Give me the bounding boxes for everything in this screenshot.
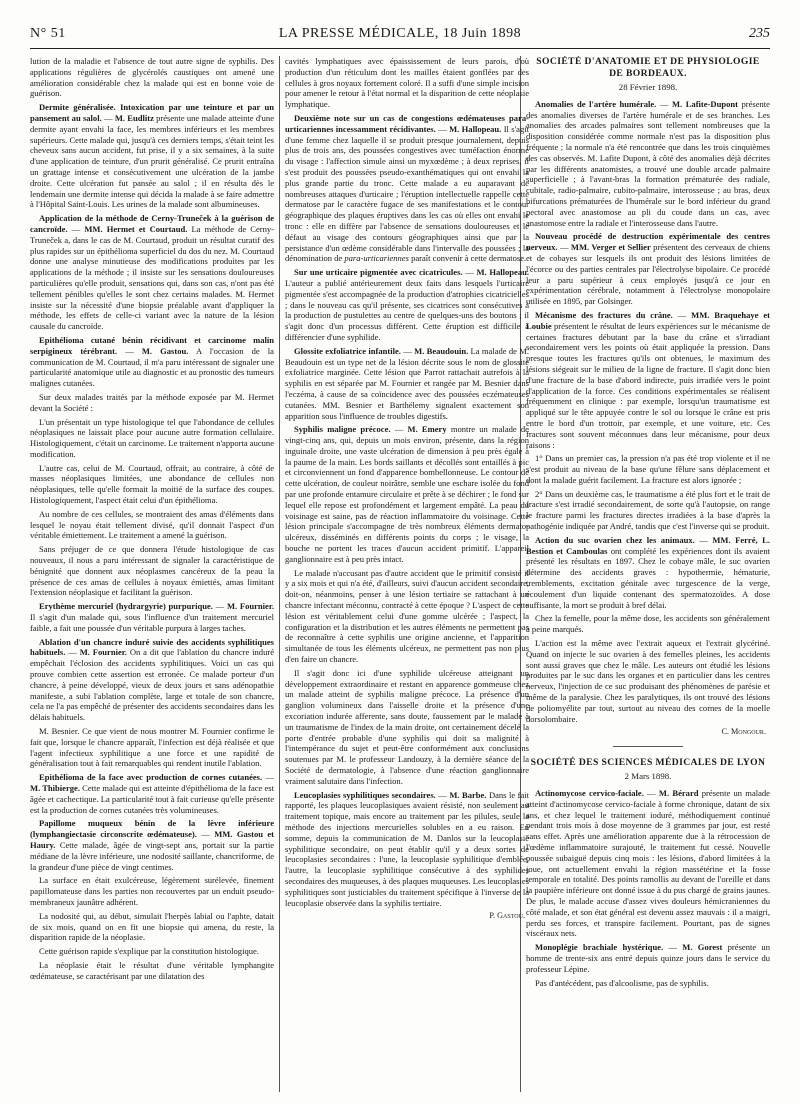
signature: P. Gastou. [489,911,525,921]
page-header [30,24,770,49]
italic-term: para-urticariennes [344,253,409,264]
paragraph: Sur deux malades traités par la méthode exposée par M. Hermet devant la Société : [30,391,274,413]
paragraph: Sans préjuger de ce que donnera l'étude histologique de cas nouveaux, il nous a paru intéressant de signaler la caractéristique de bénignité que donnent aux néoplasmes cancéreux de la peau la présence de ces amas de cellules à noyaux émiettés, amas limitant l'extension néoplasique et facilitant la guérison. [30,544,274,598]
article-text: montre un malade de vingt-cinq ans, qui, depuis un mois environ, présente, dans la région inguinale droite, une vaste ulcération de dimension à peu près égale à la paume de la main. Les bords saillants et décollés sont entaillés à pic et circonviennent un fond d'apparence bombellonneuse. Le contour de cette ulcération, de couleur noirâtre, semble une eschare isolée du fond par une profonde entamure circulaire et prête à se déchirer ; le fond sur lequel elle repose est profondément et largement empâté. La peau du voisinage est saine, pas de réaction inflammatoire du voisinage. Cette lésion principale s'accompagne de très nombreux éléments dermato-ulcéreux, disséminés en différents points du corps ; le visage, la bouche ne portent les traces d'aucun accident primitif. L'appareil ganglionnaire est à peu près intact. [285,424,529,564]
article: Actinomycose cervico-faciale. — M. Bérard présente un malade atteint d'actinomycose cervico-faciale à forme chronique, datant de six ans, et chez lequel le traitement ioduré, méthodiquement continué pendant trois mois à dose moyenne de 3 grammes par jour, est resté sans effet. Après une amélioration apparente due à la rétrocession de l'œdème inflammatoire surajouté, le traitement fut cessé. Nouvelle poussée subaiguë depuis cinq mois : les lésions, d'abord limitées à la joue, ont actuellement envahi la région massétérine et la fosse temporale en totalité. Des points ramollis au devant de l'oreille et dans la paupière inférieure ont donné issue à du pus chargé de grains jaunes. De plus, le malade accuse d'assez vives douleurs hémicraniennes du côté malade, et son état général est devenu assez mauvais : il a maigri, perdu ses forces, et transpire facilement. Pourtant, pas de signes viscéraux nets. [526,788,770,939]
paragraph: Au nombre de ces cellules, se montraient des amas d'éléments dans lesquel le noyau était tellement divisé, qu'il donnait l'aspect d'un véritable émiettement. Le traitement a amené la guérison. [30,508,274,541]
article-text: présente une malade atteinte d'une dermite ayant envahi la face, les membres inférieurs et les membres supérieurs. Cette malade qui, jusqu'à ces derniers temps, s'était teint les cheveux sans aucun accident, fut prise, il y a six semaines, à la suite d'une application de teinture, d'un prurit généralisé. Ce prurit entraîna un grattage intense et consécutivement une ulcération de la jambe droite. Cette ulcération fut pansée au salol ; il en résulta dès le lendemain une dermite intense qui décida la malade à se faire admettre à l'Hôpital Saint-Louis. Les urines de la malade sont albumineuses. [30,112,274,210]
article-author: M. Thibierge. [30,783,80,793]
paragraph: La néoplasie était le résultat d'une véritable lymphangite œdémateuse, se caractérisant par une dilatation des [30,959,274,981]
article-author: M. Beaudouin. [414,345,469,356]
article: Glossite exfoliatrice infantile. — M. Beaudouin. La malade de M. Beaudouin est un type net de la lésion décrite sous le nom de glossite exfoliatrice marginée. Cette lésion que Parrot rattachait autrefois à la syphilis en est séparée par M. Fournier et rangée par M. Besnier dans l'eczéma, à cause de sa coïncidence avec des poussées eczémateuses cutanées. MM. Besnier et Barthélemy signalent exactement son apparition sous l'influence de troubles digestifs. [285,345,529,421]
article-text: Il s'agit d'un malade qui, sous l'influence d'un traitement mercuriel faible, a fait une poussée d'un véritable purpura à larges taches. [30,612,274,633]
article-text: présentent le résultat de leurs expériences sur le mécanisme de certaines fractures débutant par la base du crâne et s'irradiant secondairement vers les points où était appliquée la pression. Dans presque toutes les fractures qu'ils ont obtenues, le maximum des lésions siégeait sur le milieu de la ligne de fracture. Il s'agit donc bien d'une fracture de la base d'abord indirecte, puis irradiée vers le point d'application de la force. Ces conditions expérimentales se réalisent fréquemment en clinique : par exemple, lorsqu'un traumatisme est appliqué sur le tête appuyée contre le sol ou lorsque le crâne est pris entre le bord d'un trottoir, par exemple, et une voiture, etc. Ces fractures sont souvent méconnues dans leur mécanisme, pour deux raisons : [526,320,770,450]
section-title: SOCIÉTÉ DES SCIENCES MÉDICALES DE LYON [530,757,766,769]
article-author: M. Eudlitz [114,112,154,123]
article: Leucoplasies syphilitiques secondaires. — M. Barbe. Dans le fait rapporté, les plaques leucoplasiques avaient résisté, non seulement au traitement topique, mais encore au traitement par les pilules, seule la méthode des injections mercurielles solubles en a eu raison. En somme, depuis la communication de M. Danlos sur la leucoplasie syphilitique secondaire, on peut établir qu'il y a deux sortes de leucoplasies secondaires : l'une, la leucoplasie syphilitique d'emblée, l'autre, la leucoplasie syphilitique consécutive à des syphilides secondaires des muqueuses, à des plaques muqueuses. Les leucoplasies syphilitiques sont justiciables du traitement spécifique à l'inverse de la leucoplasie observée dans la syphilis tertiaire. [285,789,529,908]
article-title: Syphilis maligne précoce. [294,424,391,435]
article-text: Dans le fait rapporté, les plaques leucoplasiques avaient résisté, non seulement au traitement topique, mais encore au traitement par les pilules, seule la méthode des injections mercurielles solubles en a eu raison. En somme, depuis la communication de M. Danlos sur la leucoplasie syphilitique secondaire, on peut établir qu'il y a deux sortes de leucoplasies secondaires : l'une, la leucoplasie syphilitique d'emblée, l'autre, la leucoplasie syphilitique consécutive à des syphilides secondaires des muqueuses, à des plaques muqueuses. Les leucoplasies syphilitiques sont justiciables du traitement spécifique à l'inverse de la leucoplasie observée dans la syphilis tertiaire. [285,789,529,908]
article-author: MM. Gastou et Haury. [30,829,274,850]
signature: C. Mongour. [721,727,766,737]
article-title: Actinomycose cervico-faciale. [535,788,644,799]
article-title: Dermite généralisée. Intoxication par une teinture et par un pansement au salol. [30,102,274,123]
paragraph: L'un présentait un type histologique tel que l'abondance de cellules néoplasiques ne laissait place pour aucune autre formation cellulaire. Histologiquement, c'était un carcinome. Le traitement n'apporta aucune modification. [30,416,274,459]
article-text: présentent des cerveaux de chiens et de cobayes sur lesquels ils ont produit des lésions limitées de l'écorce ou des parties centrales par l'électrolyse bipolaire. Ce procédé leur a paru supérieur à ceux employés jusqu'à ce jour en expérimentation cérébrale, notamment à l'électrolyse monopolaire utilisée en 1895, par Golsinger. [526,242,770,307]
article-author: M. Lafite-Dupont [671,98,738,109]
article-author: M. Fournier. [226,601,274,612]
article-author: M. Emery [407,424,447,435]
section-title: SOCIÉTÉ D'ANATOMIE ET DE PHYSIOLOGIE [536,56,760,67]
article-author: M. Fournier. [79,647,127,658]
article-text: On a dit que l'ablation du chancre induré empêchait l'éclosion des accidents syphilitiques. Voici un cas qui prouve combien cette assertion est erronée. Ce malade porteur d'un chancre, à peine développé, vieux de deux jours et sans adénopathie manifeste, a subi l'ablation complète, large et totale de son chancre, cela ne l'a pas empêché de présenter des accidents secondaires dans les délais habituels. [30,647,274,723]
article-author: MM. Hermet et Courtaud. [84,223,188,234]
column-middle [285,56,529,1096]
section-date: 2 Mars 1898. [624,771,672,782]
article-text: présente un homme de trente-six ans entré depuis quinze jours dans le service du professeur Lépine. [526,942,770,974]
article-author: MM. Ferré, L. Bestion et Camboulas [526,534,770,556]
paragraph: La surface en était exulcéreuse, légèrement surélevée, finement papillomateuse dans les parties non recouvertes par un enduit pseudo-membraneux jaunâtre adhérent. [30,875,274,907]
article-text: L'auteur a publié antérieurement deux faits dans lesquels l'urticaire pigmentée s'est accompagnée de la production d'atrophies cicatricielles ; dans le nouveau cas qu'il présente, ses cicatrices sont consécutives à la production de pustulettes au centre de quelques-uns des boutons ; il s'agit donc d'un processus différent. Cette éruption est difficile à différencier d'une syphilide. [285,277,529,342]
article: Erythème mercuriel (hydrargyrie) purpurique. — M. Fournier. Il s'agit d'un malade qui, sous l'influence d'un traitement mercuriel faible, a fait une poussée d'un véritable purpura à larges taches. [30,601,274,633]
article-title: Nouveau procédé de destruction expérimentale des centres nerveux. [526,231,770,253]
article-title: Papillome muqueux bénin de la lèvre inférieure (lymphangiectasie circonscrite œdémateuse). [30,818,274,840]
article-text: présente un malade atteint d'actinomycose cervico-faciale à forme chronique, datant de six ans, et chez lequel le traitement ioduré, méthodiquement continué pendant trois mois à dose moyenne de 3 grammes par jour, est resté sans effet. Après une amélioration apparente due à la rétrocession de l'œdème inflammatoire surajouté, le traitement fut cessé. Nouvelle poussée subaiguë depuis cinq mois : les lésions, d'abord limitées à la joue, ont actuellement envahi la région massétérine et la fosse temporale en totalité. Des points ramollis au devant de l'oreille et dans la paupière inférieure ont donné issue à du pus chargé de grains jaunes. De plus, le malade accuse d'assez vives douleurs hémicraniennes du côté malade, et son état général est devenu assez mauvais : il a maigri, perdu ses forces, et transpire facilement. Pourtant, pas de signes viscéraux nets. [526,788,770,939]
article-text: Cette malade qui est atteinte d'épithélioma de la face est âgée et cachectique. La particularité tout à fait curieuse qu'elle présente est la production de cornes cutanées très volumineuses. [30,783,274,815]
article: Ablation d'un chancre induré suivie des accidents syphilitiques habituels. — M. Fournier. On a dit que l'ablation du chancre induré empêchait l'éclosion des accidents syphilitiques. Voici un cas qui prouve combien cette assertion est erronée. Ce malade porteur d'un chancre, à peine développé, vieux de deux jours et sans adénopathie manifeste, a subi l'ablation complète, large et totale de son chancre, cela ne l'a pas empêché de présenter des accidents secondaires dans les délais habituels. [30,636,274,723]
section-title: DE BORDEAUX. [609,68,687,79]
paragraph: 2° Dans un deuxième cas, le traumatisme a été plus fort et le trait de fracture s'est irradié secondairement, de sorte qu'à l'autopsie, on range le fracture parmi les fractures directes irradiées à la base d'après la pathogénie indiquée par André, tandis que c'est l'inverse qui se produit. [526,488,770,532]
article-title: Erythème mercuriel (hydrargyrie) purpurique. [39,601,213,612]
article: Application de la méthode de Cerny-Truneček à la guérison de cancroïde. — MM. Hermet et Courtaud. La méthode de Cerny-Truneček a, dans le cas de M. Courtaud, produit un résultat curatif des plus rapides sur un épithélioma superficiel du dos du nez. M. Courtaud donne une analyse minutieuse des modifications produites par les applications de la méthode ; il insiste sur les sensations douloureuses particulières qu'elle produit, sensations qui, dans son cas, n'ont pas été tellement pénibles qu'elles le sont chez certains malades. M. Hermet insiste sur la nécessité d'une biopsie préalable avant d'appliquer la méthode, les effets de celle-ci variant avec la nature de la lésion causale du cancroïde. [30,213,274,332]
article: Anomalies de l'artère humérale. — M. Lafite-Dupont présente des anomalies diverses de l'artère humérale et de ses branches. Les anomalies des arcades palmaires sont tellement nombreuses que la disposition considérée comme normale n'est pas la disposition plus fréquente ; la normale n'a été rencontrée que dans les trois cinquièmes des cas observés. M. Lafite Dupont, à côté des anomalies déjà décrites par les différents anatomistes, a trouvé une double arcade palmaire superficielle ; à l'avant-bras la formation prématurée des radiale, cubitale, radio-palmaire, cubito-palmaire, interosseuse ; au bras, deux bifurcations prématurées de l'humérale sur le bord inférieur du grand pectoral avec anastomose au pli du coude dans un cas, avec anastomose entre la radiale et l'interosseuse dans l'autre. [526,98,770,228]
article-title: Epithélioma de la face avec production de cornes cutanées. [39,772,263,783]
journal-title: LA PRESSE MÉDICALE, 18 Juin 1898 [278,26,522,41]
article: Nouveau procédé de destruction expérimentale des centres nerveux. — MM. Verger et Sellier présentent des cerveaux de chiens et de cobayes sur lesquels ils ont produit des lésions limitées de l'écorce ou des parties centrales par l'électrolyse bipolaire. Ce procédé leur a paru supérieur à ceux employés jusqu'à ce jour en expérimentation cérébrale, notamment à l'électrolyse monopolaire utilisée en 1895, par Golsinger. [526,231,770,307]
article: Deuxième note sur un cas de congestions œdémateuses para-urticariennes incessamment récidivantes. — M. Hallopeau. Il s'agit d'une femme chez laquelle il se produit presque journalement, depuis plus de trois ans, des poussées congestives avec tuméfaction énorme du visage : l'affection simule ainsi un myxœdème ; à deux reprises, il s'est produit des poussées pseudo-exanthématiques qui ont envahi la plus grande partie du tronc. Cette malade a eu auparavant de nombreuses attaques d'urticaire ; l'éruption intellectuelle rappelle cette dermatose par le caractère fugace de ses manifestations et le contour géographique des plaques éruptives dans les cas où elles ont envahi le tronc : elle en diffère par l'absence de sensations douloureuses et le défaut au visage des contours géographiques ainsi que par la persistance d'un œdème considérable dans l'intervalle des poussées ; la dénomination de para-urticariennes paraît convenir à cette dermatose. [285,112,529,264]
column-left [30,56,274,1096]
article-text: Il s'agit d'une femme chez laquelle il se produit presque journalement, depuis plus de trois ans, des poussées congestives avec tuméfaction énorme du visage : l'affection simule ainsi un myxœdème ; à deux reprises, il s'est produit des poussées pseudo-exanthématiques qui ont envahi la plus grande partie du tronc. Cette malade a eu auparavant de nombreuses attaques d'urticaire ; l'éruption intellectuelle rappelle cette dermatose par le caractère fugace de ses manifestations et le contour géographique des plaques éruptives dans les cas où elles ont envahi le tronc : elle en diffère par l'absence de sensations douloureuses et le défaut au visage des contours géographiques ainsi que par la persistance d'un œdème considérable dans l'intervalle des poussées ; la dénomination de [285,123,529,264]
article-title: Deuxième note sur un cas de congestions œdémateuses para-urticariennes incessamment récidivantes. [285,112,529,134]
article-text: paraît convenir à cette dermatose. [411,253,527,264]
article-author: M. Hallopeau. [476,267,529,278]
article-title: Leucoplasies syphilitiques secondaires. [294,789,436,800]
article-title: Mécanisme des fractures du crâne. [535,309,673,320]
page-number: 235 [749,26,770,41]
article-author: M. Bérard [658,788,699,799]
article-text: La méthode de Cerny-Truneček a, dans le cas de M. Courtaud, produit un résultat curatif des plus rapides sur un épithélioma superficiel du dos du nez. M. Courtaud donne une analyse minutieuse des modifications produites par les applications de la méthode ; il insiste sur les sensations douloureuses particulières qu'elle produit, sensations qui, dans son cas, n'ont pas été tellement pénibles qu'elles le sont chez certains malades. M. Hermet insiste sur la nécessité d'une biopsie préalable avant d'appliquer la méthode, les effets de celle-ci variant avec la nature de la lésion causale du cancroïde. [30,223,274,332]
paragraph: La nodosité qui, au début, simulait l'herpès labial ou l'aphte, datait de six mois, quand on en fit une biopsie qui amena, du reste, la disparition rapide de la néoplasie. [30,910,274,943]
article: Epithélioma de la face avec production de cornes cutanées. — M. Thibierge. Cette malade qui est atteinte d'épithélioma de la face est âgée et cachectique. La particularité tout à fait curieuse qu'elle présente est la production de cornes cutanées très volumineuses. [30,772,274,815]
paragraph: Cette guérison rapide s'explique par la constitution histologique. [39,946,259,957]
article: Syphilis maligne précoce. — M. Emery montre un malade de vingt-cinq ans, qui, depuis un mois environ, présente, dans la région inguinale droite, une vaste ulcération de dimension à peu près égale à la paume de la main. Les bords saillants et décollés sont entaillés à pic et circonviennent un fond d'apparence bombellonneuse. Le contour de cette ulcération, de couleur noirâtre, semble une eschare isolée du fond par une profonde entamure circulaire et prête à se déchirer ; le fond sur lequel elle repose est profondément et largement empâté. La peau du voisinage est saine, pas de réaction inflammatoire du voisinage. Cette lésion principale s'accompagne de très nombreux éléments dermato-ulcéreux, disséminés en différents points du corps ; le visage, la bouche ne portent les traces d'aucun accident primitif. L'appareil ganglionnaire est à peu près intact. [285,424,529,564]
article-author: M. Hallopeau. [449,123,502,134]
article-author: M. Gorest [682,942,723,953]
paragraph: L'action est la même avec l'extrait aqueux et l'extrait glycériné. Quand on injecte le suc ovarien à des femelles pleines, les accidents sont aussi graves que chez le mâle. Les auteurs ont étudié les lésions produites par le suc dans les organes et en particulier dans les centres nerveux, l'injection de ce suc produisant des phénomènes de parésie et même de la paralysie. Chez les paralytiques, ils ont trouvé des lésions de poliomyélite par tout, surtout au niveau des cornes de la moelle dorsolombaire. [526,638,770,724]
article: Papillome muqueux bénin de la lèvre inférieure (lymphangiectasie circonscrite œdémateuse). — MM. Gastou et Haury. Cette malade, âgée de vingt-sept ans, portait sur la partie médiane de la lèvre inférieure, une nodosité saillante, chancriforme, de la grandeur d'une pièce de vingt centimes. [30,818,274,872]
paragraph: Chez la femelle, pour la même dose, les accidents son généralement à peine marqués. [526,613,770,635]
paragraph: lution de la maladie et l'absence de tout autre signe de syphilis. Des applications régulières de glycérolés caustiques ont amené une amélioration considérable chez la malade qui est en bonne voie de guérison. [30,56,274,99]
article-title: Application de la méthode de Cerny-Truneček à la guérison de cancroïde. [30,213,274,234]
article-author: MM. Braquehaye et Loubie [526,309,770,331]
paragraph: cavités lymphatiques avec épaississement de leurs parois, d'où production d'un réticulum dont les mailles étaient gonflées par des cellules à gros noyaux fortement coloré. Il a suffi d'une simple incision pour amener le retour à l'état normal et la disparition de cette néoplasie lymphatique. [285,56,529,110]
article: Dermite généralisée. Intoxication par une teinture et par un pansement au salol. — M. Eudlitz présente une malade atteinte d'une dermite ayant envahi la face, les membres inférieurs et les membres supérieurs. Cette malade qui, jusqu'à ces derniers temps, s'était teint les cheveux sans aucun accident, fut prise, il y a six semaines, à la suite d'une application de teinture, d'un prurit généralisé. Ce prurit entraîna un grattage intense et consécutivement une ulcération de la jambe droite. Cette ulcération fut pansée au salol ; il en résulta dès le lendemain une dermite intense qui décida la malade à se faire admettre à l'Hôpital Saint-Louis. Les urines de la malade sont albumineuses. [30,102,274,210]
section-date: 28 Février 1898. [618,82,678,92]
article-text: La malade de M. Beaudouin est un type net de la lésion décrite sous le nom de glossite exfoliatrice marginée. Cette lésion que Parrot rattachait autrefois à la syphilis en est séparée par M. Fournier et rangée par M. Besnier dans l'eczéma, à cause de sa coïncidence avec des poussées eczémateuses cutanées. MM. Besnier et Barthélemy signalent exactement son apparition sous l'influence de troubles digestifs. [285,345,529,421]
article: Sur une urticaire pigmentée avec cicatricules. — M. Hallopeau. L'auteur a publié antérieurement deux faits dans lesquels l'urticaire pigmentée s'est accompagnée de la production d'atrophies cicatricielles ; dans le nouveau cas qu'il présente, ses cicatrices sont consécutives à la production de pustulettes au centre de quelques-uns des boutons ; il s'agit donc d'un processus différent. Cette éruption est difficile à différencier d'une syphilide. [285,267,529,342]
paragraph: Il s'agit donc ici d'une syphilide ulcéreuse atteignant un développement extraordinaire et restant en apparence gommeuse chez un malade atteint de syphilis maligne précoce. La présence d'un ganglion volumineux dans l'aisselle droite et la présence d'une excoriation indurée afferente, sans doute, faussement par le malade à un traumatisme de l'index de la main droite, ont certainement décelé la porte d'entrée probable d'une syphilis qui doit sa malignité à l'intempérance du sujet et peut-être conformément aux conclusions soutenues par M. le professeur Landouzy, à la dernière séance de la Société de dermatologie, à l'absence d'une réaction ganglionnaire vraiment salutaire dans l'infection. [285,667,529,786]
article-title: Ablation d'un chancre induré suivie des accidents syphilitiques habituels. [30,636,274,658]
section-separator [613,746,683,747]
article: Epithélioma cutané bénin récidivant et carcinome malin serpigineux térébrant. — M. Gastou. A l'occasion de la communication de M. Courtaud, il m'a paru intéressant de signaler une particularité anatomique utile au diagnostic et au pronostic des tumeurs malignes cutanées. [30,334,274,389]
paragraph: L'autre cas, celui de M. Courtaud, offrait, au contraire, à côté de masses néoplasiques limitées, une abondance de cellules non néoplasiques, telle qu'elle formait la moitié de la surface des coupes. Histologiquement, l'aspect était celui d'un épithélioma. [30,462,274,506]
article-title: Glossite exfoliatrice infantile. [294,345,401,356]
column-right [526,56,770,1096]
article: Mécanisme des fractures du crâne. — MM. Braquehaye et Loubie présentent le résultat de leurs expériences sur le mécanisme de certaines fractures débutant par la base du crâne et s'irradiant secondairement vers les points où était appliquée la pression. Dans presque toutes les fractures qu'ils ont obtenues, le maximum des lésions siégeait sur le milieu de la ligne de fracture. Il s'agit donc bien d'une fracture de la base d'abord indirecte, puis irradiée vers le point d'application de la force. Ces conditions expérimentales se réalisent fréquemment en clinique : par exemple, lorsqu'un traumatisme est appliqué sur le tête appuyée contre le sol ou lorsque le crâne est pris entre le bord d'un trottoir, par exemple, et une voiture, etc. Ces fractures sont souvent méconnues dans leur mécanisme, pour deux raisons : [526,309,770,450]
paragraph: Pas d'antécédent, pas d'alcoolisme, pas de syphilis. [535,977,709,988]
article-text: A l'occasion de la communication de M. Courtaud, il m'a paru intéressant de signaler une particularité anatomique utile au diagnostic et au pronostic des tumeurs malignes cutanées. [30,345,274,389]
article-author: M. Barbe. [449,789,487,800]
column-divider [279,56,280,1092]
paragraph: M. Besnier. Ce que vient de nous montrer M. Fournier confirme le fait que, lorsque le chancre apparaît, l'infection est déjà réalisée et que l'agent infectieux syphilitique a une force et une rapidité de généralisation tout à fait remarquables qui rendent inutile l'ablation. [30,726,274,769]
paragraph: 1° Dans un premier cas, la pression n'a pas été trop violente et il ne s'est produit au niveau de la base qu'une fêlure sans déplacement et dont la malade guérit facilement. La fracture est alors ignorée ; [526,453,770,485]
article-text: ont complété les expériences dont ils avaient présenté les résultats en 1897. Chez le cobaye mâle, le suc ovarien détermine des accidents graves : hypothermie, hématurie, tremblements, excitation génitale avec turgescence de la verge, écoulement d'un liquide contenant des spermatozoïdes. A dose suffisante, la mort se produit à bref délai. [526,545,770,610]
article-title: Monoplégie brachiale hystérique. [535,942,664,953]
article-title: Epithélioma cutané bénin récidivant et carcinome malin serpigineux térébrant. [30,334,274,356]
article: Action du suc ovarien chez les animaux. — MM. Ferré, L. Bestion et Camboulas ont complété les expériences dont ils avaient présenté les résultats en 1897. Chez le cobaye mâle, le suc ovarien détermine des accidents graves : hypothermie, hématurie, tremblements, excitation génitale avec turgescence de la verge, écoulement d'un liquide contenant des spermatozoïdes. A dose suffisante, la mort se produit à bref délai. [526,534,770,610]
article-author: MM. Verger et Sellier [570,242,651,253]
article-title: Action du suc ovarien chez les animaux. [535,534,695,545]
article-author: M. Gastou. [141,345,189,356]
article-text: Cette malade, âgée de vingt-sept ans, portait sur la partie médiane de la lèvre inférieure, une nodosité saillante, chancriforme, de la grandeur d'une pièce de vingt centimes. [30,839,274,872]
issue-number: N° 51 [30,26,66,41]
article-text: présente des anomalies diverses de l'artère humérale et de ses branches. Les anomalies des arcades palmaires sont tellement nombreuses que la disposition considérée comme normale n'est pas la disposition plus fréquente ; la normale n'a été rencontrée que dans les trois cinquièmes des cas observés. M. Lafite Dupont, à côté des anomalies déjà décrites par les différents anatomistes, a trouvé une double arcade palmaire superficielle ; à l'avant-bras la formation prématurée des radiale, cubitale, radio-palmaire, cubito-palmaire, interosseuse ; au bras, deux bifurcations prématurées de l'humérale sur le bord inférieur du grand pectoral avec anastomose au pli du coude dans un cas, avec anastomose entre la radiale et l'interosseuse dans l'autre. [526,98,770,228]
article-title: Anomalies de l'artère humérale. [535,98,657,109]
article: Monoplégie brachiale hystérique. — M. Gorest présente un homme de trente-six ans entré depuis quinze jours dans le service du professeur Lépine. [526,942,770,974]
article-title: Sur une urticaire pigmentée avec cicatricules. [294,267,463,278]
paragraph: Le malade n'accusant pas d'autre accident que le primitif consisté il y a six mois et qui n'a été, d'ailleurs, suivi d'aucun accident secondaire, doit-on, néanmoins, penser à une lésion tertiaire se rattachant à un chancre infectant méconnu, contracté à cette époque ? L'aspect de cette lésion est véritablement celui d'une gomme ulcérée ; l'aspect, la configuration et la distribution et les autres éléments ne permettent pas de reconnaître à cette syphilis une origine ancienne, et l'apparition simultanée de tous les éléments ulcéreux, ne permettent pas non plus d'en faire un chancre. [285,567,529,665]
